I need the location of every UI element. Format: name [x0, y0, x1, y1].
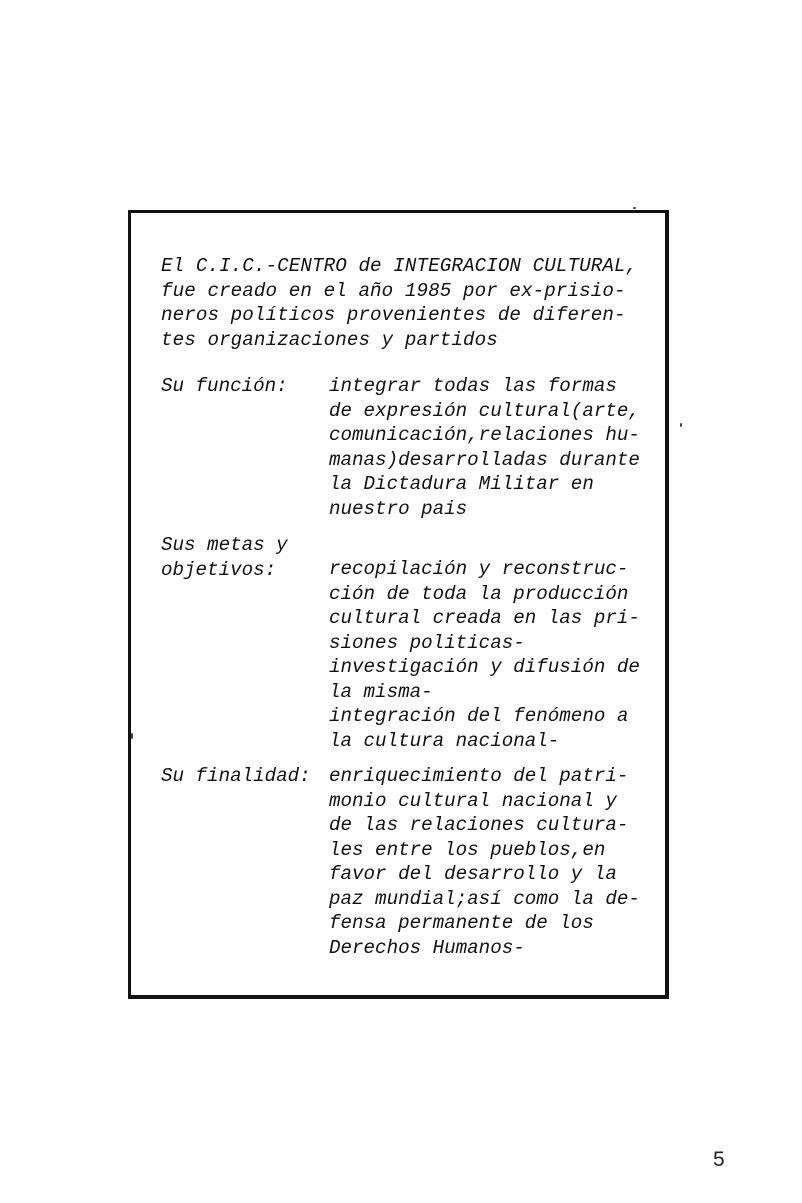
scan-speck: [131, 733, 133, 739]
metas-label: [161, 533, 288, 582]
intro-line: El C.I.C.-CENTRO de INTEGRACION CULTURAL,: [161, 255, 638, 277]
metas-line: ción de toda la producción: [329, 582, 629, 605]
finalidad-line: les entre los pueblos,en: [329, 838, 606, 861]
finalidad-label: Su finalidad:: [161, 765, 311, 787]
metas-line: recopilación y reconstruc-: [329, 558, 629, 580]
funcion-line: la Dictadura Militar en: [329, 473, 594, 495]
finalidad-line: fensa permanente de los: [329, 912, 594, 934]
finalidad-line: Derechos Humanos-: [329, 936, 525, 959]
funcion-line: manas)desarrolladas durante: [329, 448, 640, 471]
funcion-label: Su función:: [161, 375, 288, 397]
intro-line: fue creado en el año 1985 por ex-prisio-: [161, 279, 626, 302]
funcion-line: de expresión cultural(arte,: [329, 399, 640, 422]
metas-text: [329, 557, 640, 753]
metas-line: cultural creada en las pri-: [329, 607, 640, 629]
finalidad-line: paz mundial;así como la de-: [329, 887, 640, 910]
intro-paragraph: [161, 254, 637, 352]
finalidad-line: favor del desarrollo y la: [329, 863, 617, 885]
scan-speck: [633, 207, 636, 209]
finalidad-line: monio cultural nacional y: [329, 789, 617, 812]
metas-label-line: objetivos:: [161, 558, 277, 581]
metas-line: la cultura nacional-: [329, 729, 560, 752]
finalidad-text: [329, 764, 640, 960]
metas-label-line: Sus metas y: [161, 534, 288, 556]
finalidad-line: enriquecimiento del patri-: [329, 765, 629, 787]
funcion-line: nuestro pais: [329, 497, 468, 520]
metas-line: integración del fenómeno a: [329, 705, 629, 727]
intro-line: neros políticos provenientes de diferen-: [161, 304, 626, 326]
page-number: 5: [713, 1148, 725, 1171]
funcion-line: integrar todas las formas: [329, 375, 617, 397]
scan-speck: [680, 423, 682, 427]
intro-line: tes organizaciones y partidos: [161, 328, 498, 351]
metas-line: la misma-: [329, 680, 433, 703]
funcion-text: [329, 374, 640, 521]
finalidad-line: de las relaciones cultura-: [329, 814, 629, 836]
metas-line: investigación y difusión de: [329, 656, 640, 678]
metas-line: siones politicas-: [329, 631, 525, 654]
funcion-line: comunicación,relaciones hu-: [329, 424, 640, 446]
